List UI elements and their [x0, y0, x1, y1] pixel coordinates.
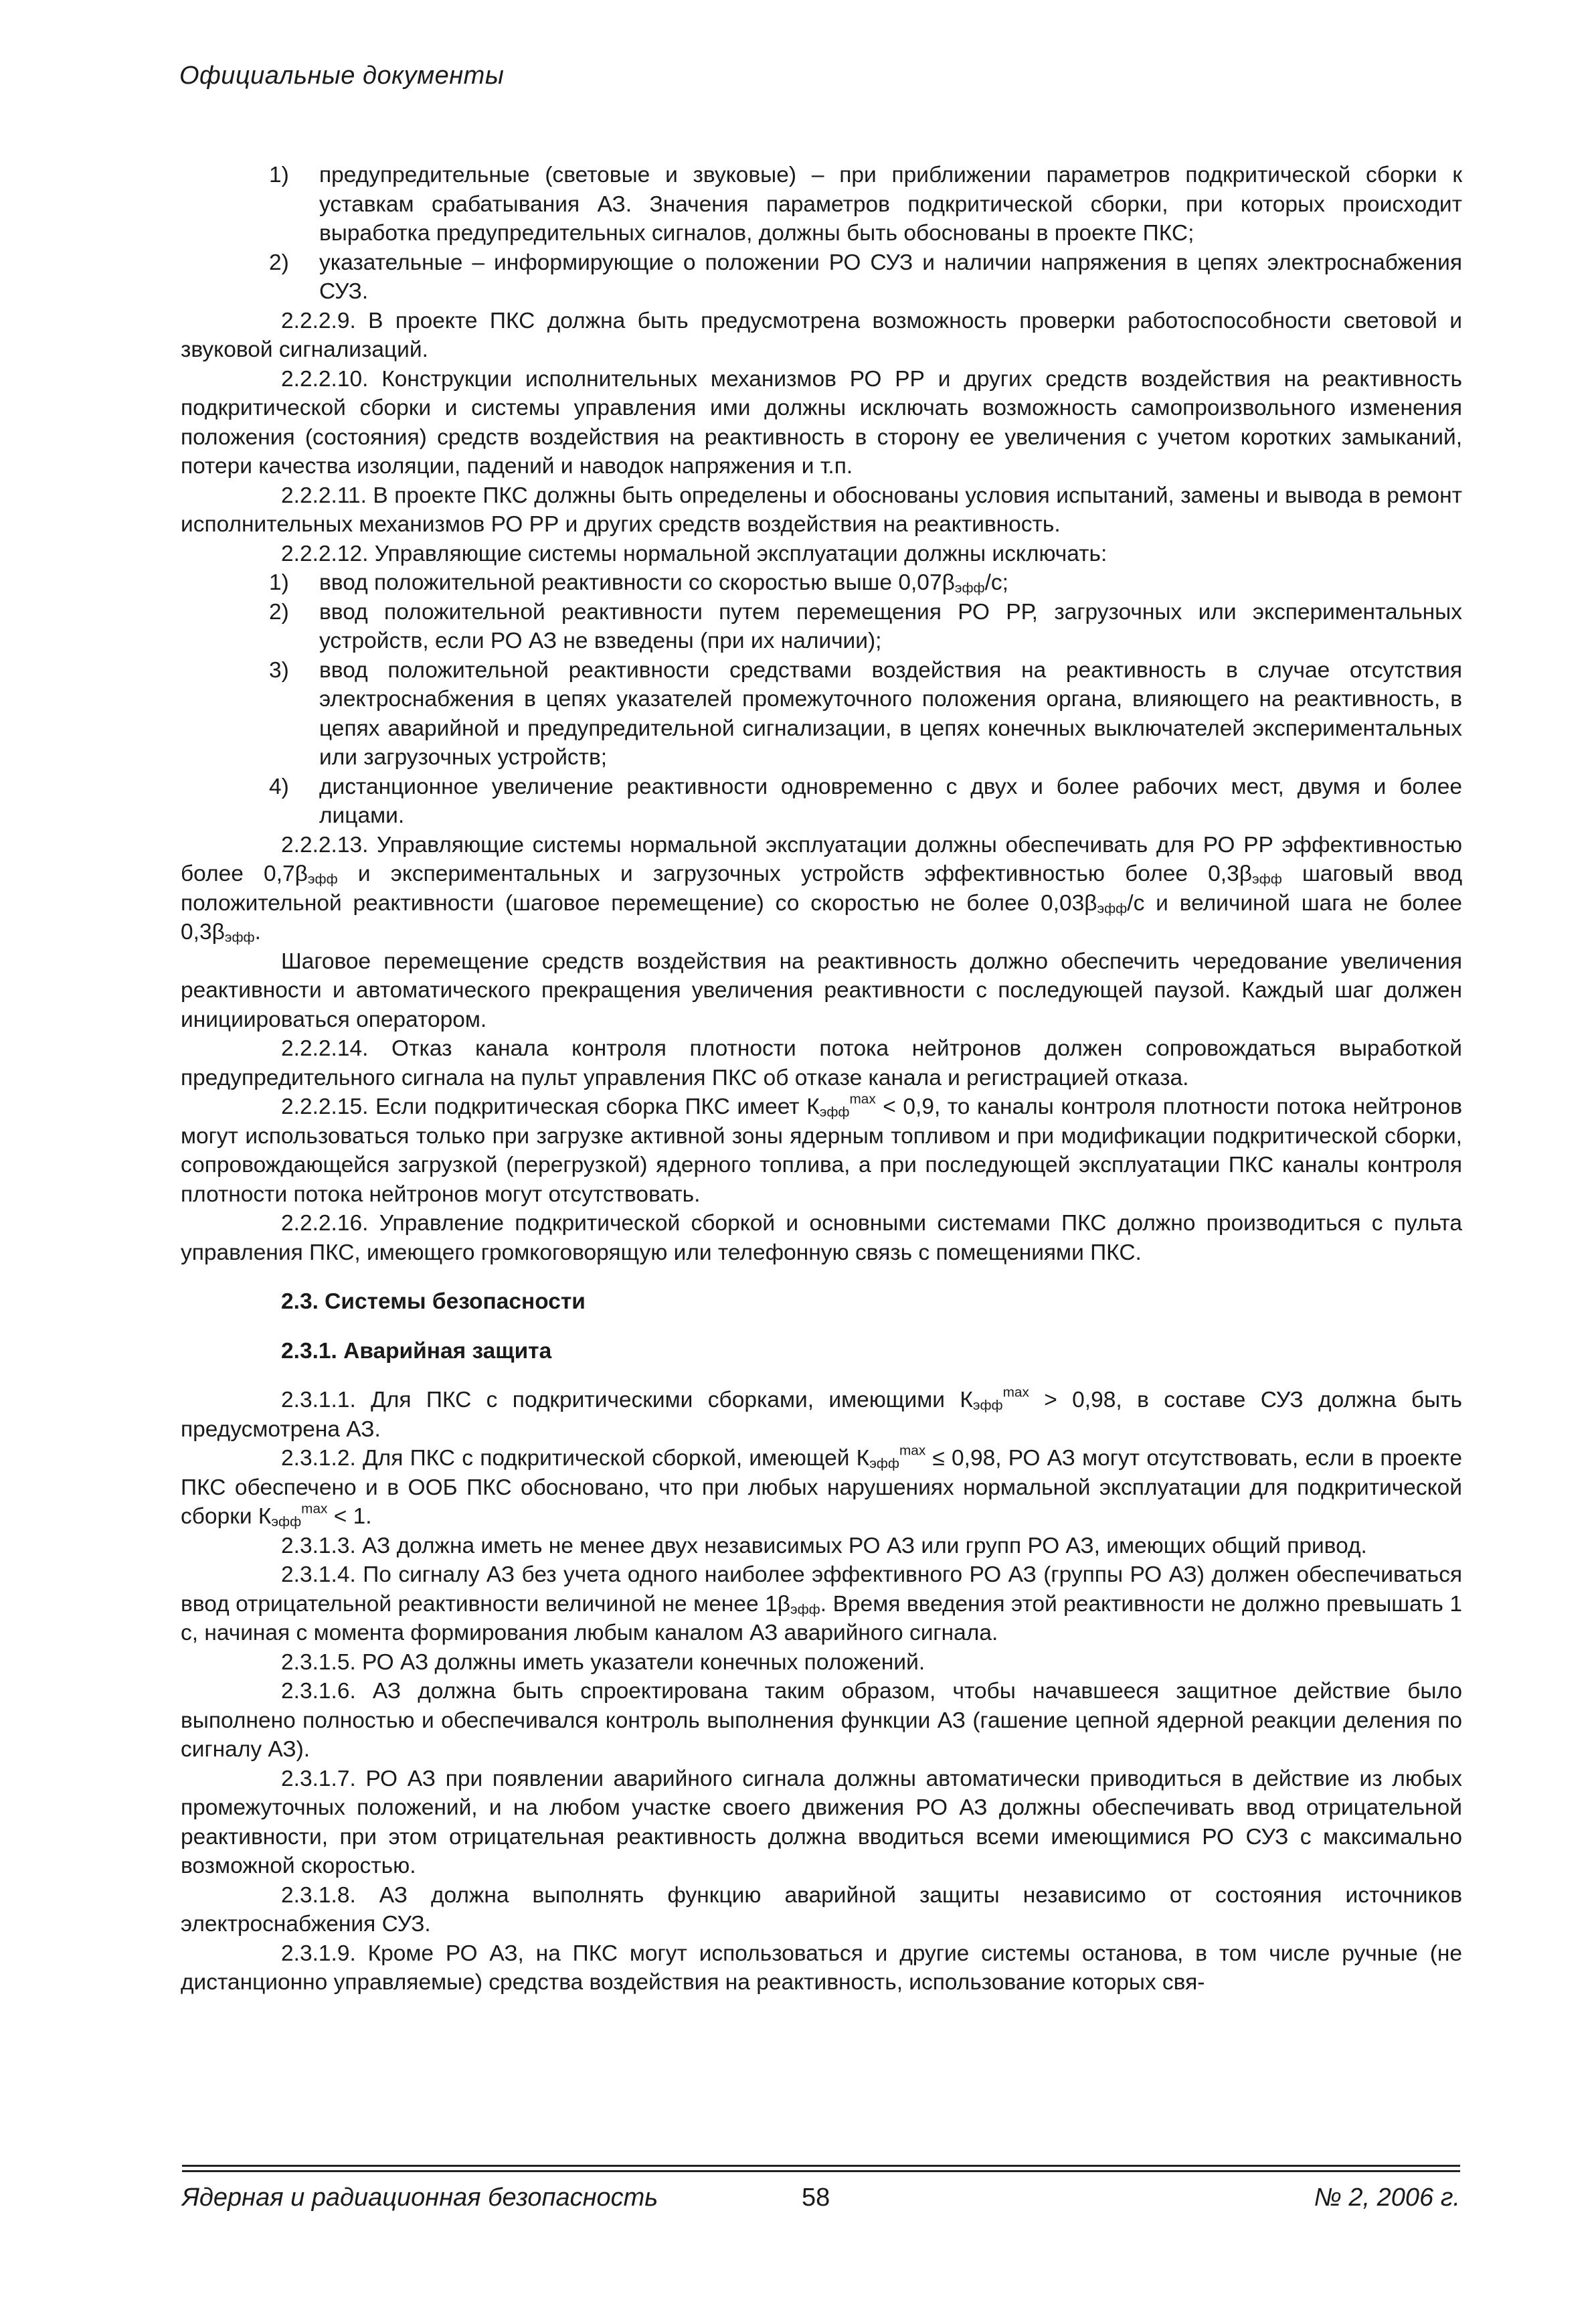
text-run: . Время введения этой реактивности не должно превышать 1 с, начиная с момента формирования любым каналом АЗ аварийного сигнала.: [181, 1591, 1462, 1645]
subscript-eff: эфф: [972, 1398, 1003, 1414]
list-number: 2): [269, 599, 289, 625]
section-heading-23: 2.3. Системы безопасности: [281, 1289, 586, 1314]
paragraph-2313: 2.3.1.3. АЗ должна иметь не менее двух независимых РО АЗ или групп РО АЗ, имеющих общий привод.: [281, 1533, 1367, 1558]
paragraph-2318: 2.3.1.8. АЗ должна выполнять функцию аварийной защиты независимо от состояния источников электроснабжения СУЗ.: [181, 1882, 1462, 1937]
list-number: 2): [269, 250, 289, 275]
page-number: 58: [802, 2184, 830, 2212]
list-item: [181, 161, 1462, 248]
footer-divider: [182, 2165, 1460, 2167]
superscript-max: max: [899, 1443, 926, 1459]
subscript-eff: эфф: [790, 1601, 820, 1617]
list-text: ввод положительной реактивности путем перемещения РО РР, загрузочных или экспериментальных устройств, если РО АЗ не взведены (при их наличии);: [319, 599, 1462, 653]
issue-number: № 2, 2006 г.: [1314, 2184, 1460, 2212]
paragraph-2319: 2.3.1.9. Кроме РО АЗ, на ПКС могут использоваться и другие системы останова, в том числе ручные (не дистанционно управляемые) средства воздействия на реактивность, использование которых свя-: [181, 1941, 1462, 1995]
text-run: .: [254, 920, 261, 945]
paragraph-step: Шаговое перемещение средств воздействия на реактивность должно обеспечить чередование увеличения реактивности и автоматического прекращения увеличения реактивности с последующей паузой. Каждый шаг должен инициироваться оператором.: [181, 949, 1462, 1032]
list-item: [181, 568, 1462, 598]
text-run: ввод положительной реактивности со скоростью выше 0,07β: [319, 570, 955, 595]
list-number: 4): [269, 774, 289, 799]
text-run: > 0,98, в составе СУЗ должна быть предусмотрена АЗ.: [181, 1388, 1462, 1442]
text-run: 2.3.1.2. Для ПКС с подкритической сборкой, имеющей К: [281, 1446, 870, 1471]
text-run: < 1.: [327, 1504, 372, 1529]
text-run: /с;: [984, 570, 1008, 595]
paragraph-2315: 2.3.1.5. РО АЗ должны иметь указатели конечных положений.: [281, 1649, 925, 1675]
paragraph-22212: 2.2.2.12. Управляющие системы нормальной эксплуатации должны исключать:: [281, 541, 1107, 566]
text-run: ≤ 0,98, РО АЗ могут отсутствовать, если в проекте ПКС обеспечено и в ООБ ПКС обосновано, что при любых нарушениях нормальной эксплуатации для подкритической сборки К: [181, 1446, 1463, 1529]
list-text: предупредительные (световые и звуковые) – при приближении параметров подкритической сборки к уставкам срабатывания АЗ. Значения параметров подкритической сборки, при которых происходит выработка предупредительных сигналов, должны быть обоснованы в проекте ПКС;: [319, 163, 1462, 246]
text-run: 2.2.2.13. Управляющие системы нормальной эксплуатации должны обеспечивать для РО РР эффективностью более 0,7β: [181, 832, 1462, 886]
superscript-max: max: [301, 1501, 328, 1517]
list-text: [319, 568, 1462, 598]
list-number: 1): [269, 570, 289, 595]
text-run: 2.3.1.4. По сигналу АЗ без учета одного наиболее эффективного РО АЗ (группы РО АЗ) должен обеспечиваться ввод отрицательной реактивности величиной не менее 1β: [181, 1562, 1462, 1617]
subscript-eff: эфф: [1252, 872, 1282, 888]
paragraph-22211: 2.2.2.11. В проекте ПКС должны быть определены и обоснованы условия испытаний, замены и вывода в ремонт исполнительных механизмов РО РР и других средств воздействия на реактивность.: [181, 483, 1462, 537]
paragraph-22214: 2.2.2.14. Отказ канала контроля плотности потока нейтронов должен сопровождаться выработкой предупредительного сигнала на пульт управления ПКС об отказе канала и регистрацией отказа.: [181, 1036, 1462, 1090]
superscript-max: max: [1002, 1384, 1029, 1400]
list-item: [181, 248, 1462, 307]
paragraph-2312: [181, 1444, 1462, 1532]
section-heading-231: 2.3.1. Аварийная защита: [281, 1338, 552, 1364]
list-item: [181, 772, 1462, 831]
running-header: Официальные документы: [179, 62, 505, 90]
footer-divider: [182, 2170, 1460, 2172]
journal-title: Ядерная и радиационная безопасность: [182, 2184, 658, 2212]
list-text: указательные – информирующие о положении РО СУЗ и наличии напряжения в цепях электроснабжения СУЗ.: [319, 250, 1462, 304]
paragraph-22216: 2.2.2.16. Управление подкритической сборкой и основными системами ПКС должно производиться с пульта управления ПКС, имеющего громкоговорящую или телефонную связь с помещениями ПКС.: [181, 1211, 1462, 1265]
text-run: /с и величиной шага не более 0,3β: [181, 890, 1462, 945]
paragraph-2314: [181, 1560, 1462, 1648]
list-text: ввод положительной реактивности средствами воздействия на реактивность в случае отсутствия электроснабжения в цепях указателей промежуточного положения органа, влияющего на реактивность, в цепях аварийной и предупредительной сигнализации, в цепях конечных выключателей экспериментальных или загрузочных устройств;: [319, 657, 1462, 770]
list-item: [181, 598, 1462, 656]
subscript-eff: эфф: [1097, 900, 1128, 916]
subscript-eff: эфф: [869, 1456, 899, 1472]
paragraph-22213: [181, 831, 1462, 947]
document-body: [181, 161, 1462, 1997]
paragraph-2316: 2.3.1.6. АЗ должна быть спроектирована таким образом, чтобы начавшееся защитное действие было выполнено полностью и обеспечивался контроль выполнения функции АЗ (гашение цепной ядерной реакции деления по сигналу АЗ).: [181, 1679, 1462, 1762]
list-number: 1): [269, 163, 289, 187]
list-number: 3): [269, 657, 289, 683]
subscript-eff: эфф: [224, 930, 255, 946]
paragraph-22215: [181, 1092, 1462, 1209]
paragraph-2229: 2.2.2.9. В проекте ПКС должна быть предусмотрена возможность проверки работоспособности световой и звуковой сигнализаций.: [181, 308, 1462, 362]
text-run: 2.2.2.15. Если подкритическая сборка ПКС имеет К: [281, 1094, 820, 1119]
text-run: < 0,9, то каналы контроля плотности потока нейтронов могут использоваться только при загрузке активной зоны ядерным топливом и при модификации подкритической сборки, сопровождающейся загрузкой (перегрузкой) ядерного топлива, а при последующей эксплуатации ПКС каналы контроля плотности потока нейтронов могут отсутствовать.: [181, 1094, 1462, 1207]
text-run: шаговый ввод положительной реактивности (шаговое перемещение) со скоростью не более 0,03β: [181, 861, 1462, 916]
subscript-eff: эфф: [271, 1514, 302, 1530]
superscript-max: max: [849, 1091, 876, 1107]
subscript-eff: эфф: [307, 872, 338, 888]
list-text: дистанционное увеличение реактивности одновременно с двух и более рабочих мест, двумя и более лицами.: [319, 774, 1462, 828]
paragraph-2311: [181, 1386, 1462, 1444]
paragraph-2317: 2.3.1.7. РО АЗ при появлении аварийного сигнала должны автоматически приводиться в действие из любых промежуточных положений, и на любом участке своего движения РО АЗ должны обеспечивать ввод отрицательной реактивности, при этом отрицательная реактивность должна вводиться всеми имеющимися РО СУЗ с максимально возможной скоростью.: [181, 1766, 1462, 1878]
subscript-eff: эфф: [954, 580, 985, 596]
paragraph-22210: 2.2.2.10. Конструкции исполнительных механизмов РО РР и других средств воздействия на реактивность подкритической сборки и системы управления ими должны исключать возможность самопроизвольного изменения положения (состояния) средств воздействия на реактивность в сторону ее увеличения с учетом коротких замыканий, потери качества изоляции, падений и наводок напряжения и т.п.: [181, 366, 1462, 479]
subscript-eff: эфф: [819, 1104, 850, 1121]
list-item: [181, 656, 1462, 772]
text-run: и экспериментальных и загрузочных устройств эффективностью более 0,3β: [337, 861, 1253, 886]
text-run: 2.3.1.1. Для ПКС с подкритическими сборками, имеющими К: [281, 1388, 973, 1412]
